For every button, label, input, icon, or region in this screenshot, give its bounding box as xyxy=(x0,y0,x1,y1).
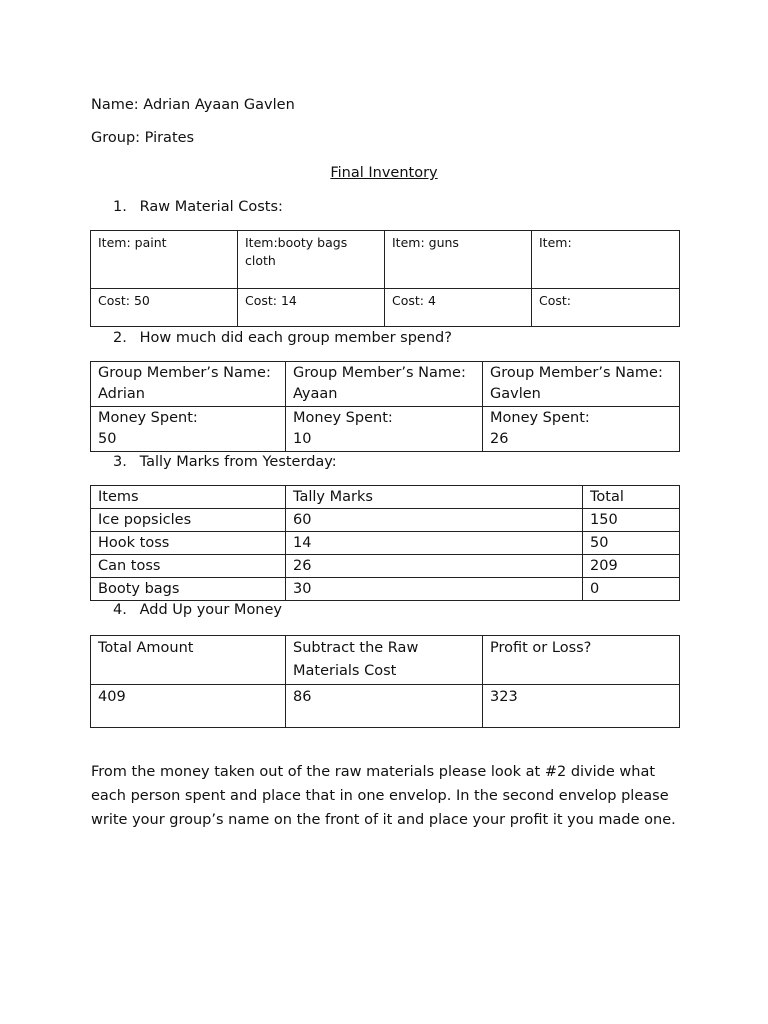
column-header: Tally Marks xyxy=(286,486,583,509)
table-row xyxy=(91,231,680,289)
tally-cell: 14 xyxy=(286,532,583,555)
cost-cell: Cost: xyxy=(532,289,680,327)
name-label: Name: xyxy=(91,97,139,113)
group-value: Pirates xyxy=(144,130,195,146)
name-value: Adrian Ayaan Gavlen xyxy=(143,97,295,113)
raw-materials-cost-cell: 86 xyxy=(286,685,483,728)
total-cell: 50 xyxy=(583,532,680,555)
item-cell: Item: paint xyxy=(91,231,238,289)
column-header: Items xyxy=(91,486,286,509)
page-title: Final Inventory xyxy=(330,165,438,181)
member-name-cell xyxy=(91,362,286,407)
member-name-cell xyxy=(286,362,483,407)
money-spent-value: 10 xyxy=(293,431,312,447)
tally-cell: 30 xyxy=(286,578,583,601)
item-cell: Can toss xyxy=(91,555,286,578)
member-name-label: Group Member’s Name: xyxy=(293,365,466,381)
item-cell: Item: xyxy=(532,231,680,289)
section-4-heading xyxy=(113,601,282,619)
item-cell: Item:booty bags cloth xyxy=(238,231,385,289)
cost-cell: Cost: 50 xyxy=(91,289,238,327)
total-cell: 150 xyxy=(583,509,680,532)
money-spent-value: 26 xyxy=(490,431,509,447)
tally-marks-table xyxy=(90,485,680,601)
money-spent-value: 50 xyxy=(98,431,117,447)
column-header: Total xyxy=(583,486,680,509)
table-header-row xyxy=(91,636,680,685)
total-cell: 0 xyxy=(583,578,680,601)
cost-cell: Cost: 14 xyxy=(238,289,385,327)
item-cell: Item: guns xyxy=(385,231,532,289)
table-row xyxy=(91,289,680,327)
table-row xyxy=(91,555,680,578)
money-spent-label: Money Spent: xyxy=(98,410,198,426)
total-amount-cell: 409 xyxy=(91,685,286,728)
member-name-label: Group Member’s Name: xyxy=(490,365,663,381)
column-header: Total Amount xyxy=(91,636,286,685)
section-3-heading xyxy=(113,453,337,471)
table-row xyxy=(91,509,680,532)
instructions-paragraph: From the money taken out of the raw materials please look at #2 divide what each person spent and place that in one envelop. In the second envelop please write your group’s name on the front of it and place your profit it you made one. xyxy=(91,764,676,828)
member-name: Ayaan xyxy=(293,386,338,402)
section-2-heading xyxy=(113,329,452,347)
profit-loss-cell: 323 xyxy=(483,685,680,728)
column-header: Subtract the Raw Materials Cost xyxy=(286,636,483,685)
group-label: Group: xyxy=(91,130,141,146)
section-4-title: Add Up your Money xyxy=(139,602,283,618)
column-header: Profit or Loss? xyxy=(483,636,680,685)
member-name-label: Group Member’s Name: xyxy=(98,365,271,381)
table-row xyxy=(91,532,680,555)
table-row xyxy=(91,362,680,407)
member-name: Gavlen xyxy=(490,386,541,402)
member-spending-table xyxy=(90,361,680,452)
section-2-title: How much did each group member spend? xyxy=(139,330,452,346)
student-name-line xyxy=(91,96,295,114)
section-3-title: Tally Marks from Yesterday: xyxy=(139,454,337,470)
tally-cell: 60 xyxy=(286,509,583,532)
table-row xyxy=(91,685,680,728)
table-row xyxy=(91,578,680,601)
item-cell: Ice popsicles xyxy=(91,509,286,532)
cost-cell: Cost: 4 xyxy=(385,289,532,327)
section-1-heading xyxy=(113,198,283,216)
money-summary-table xyxy=(90,635,680,728)
member-name: Adrian xyxy=(98,386,145,402)
group-line xyxy=(91,129,194,147)
tally-cell: 26 xyxy=(286,555,583,578)
section-1-number: 1. xyxy=(113,199,127,215)
raw-material-costs-table xyxy=(90,230,680,327)
section-4-number: 4. xyxy=(113,602,127,618)
money-spent-cell xyxy=(91,407,286,452)
item-cell: Hook toss xyxy=(91,532,286,555)
money-spent-cell xyxy=(286,407,483,452)
money-spent-label: Money Spent: xyxy=(293,410,393,426)
section-3-number: 3. xyxy=(113,454,127,470)
total-cell: 209 xyxy=(583,555,680,578)
item-cell: Booty bags xyxy=(91,578,286,601)
section-2-number: 2. xyxy=(113,330,127,346)
table-header-row xyxy=(91,486,680,509)
section-1-title: Raw Material Costs: xyxy=(139,199,283,215)
money-spent-cell xyxy=(483,407,680,452)
money-spent-label: Money Spent: xyxy=(490,410,590,426)
table-row xyxy=(91,407,680,452)
member-name-cell xyxy=(483,362,680,407)
